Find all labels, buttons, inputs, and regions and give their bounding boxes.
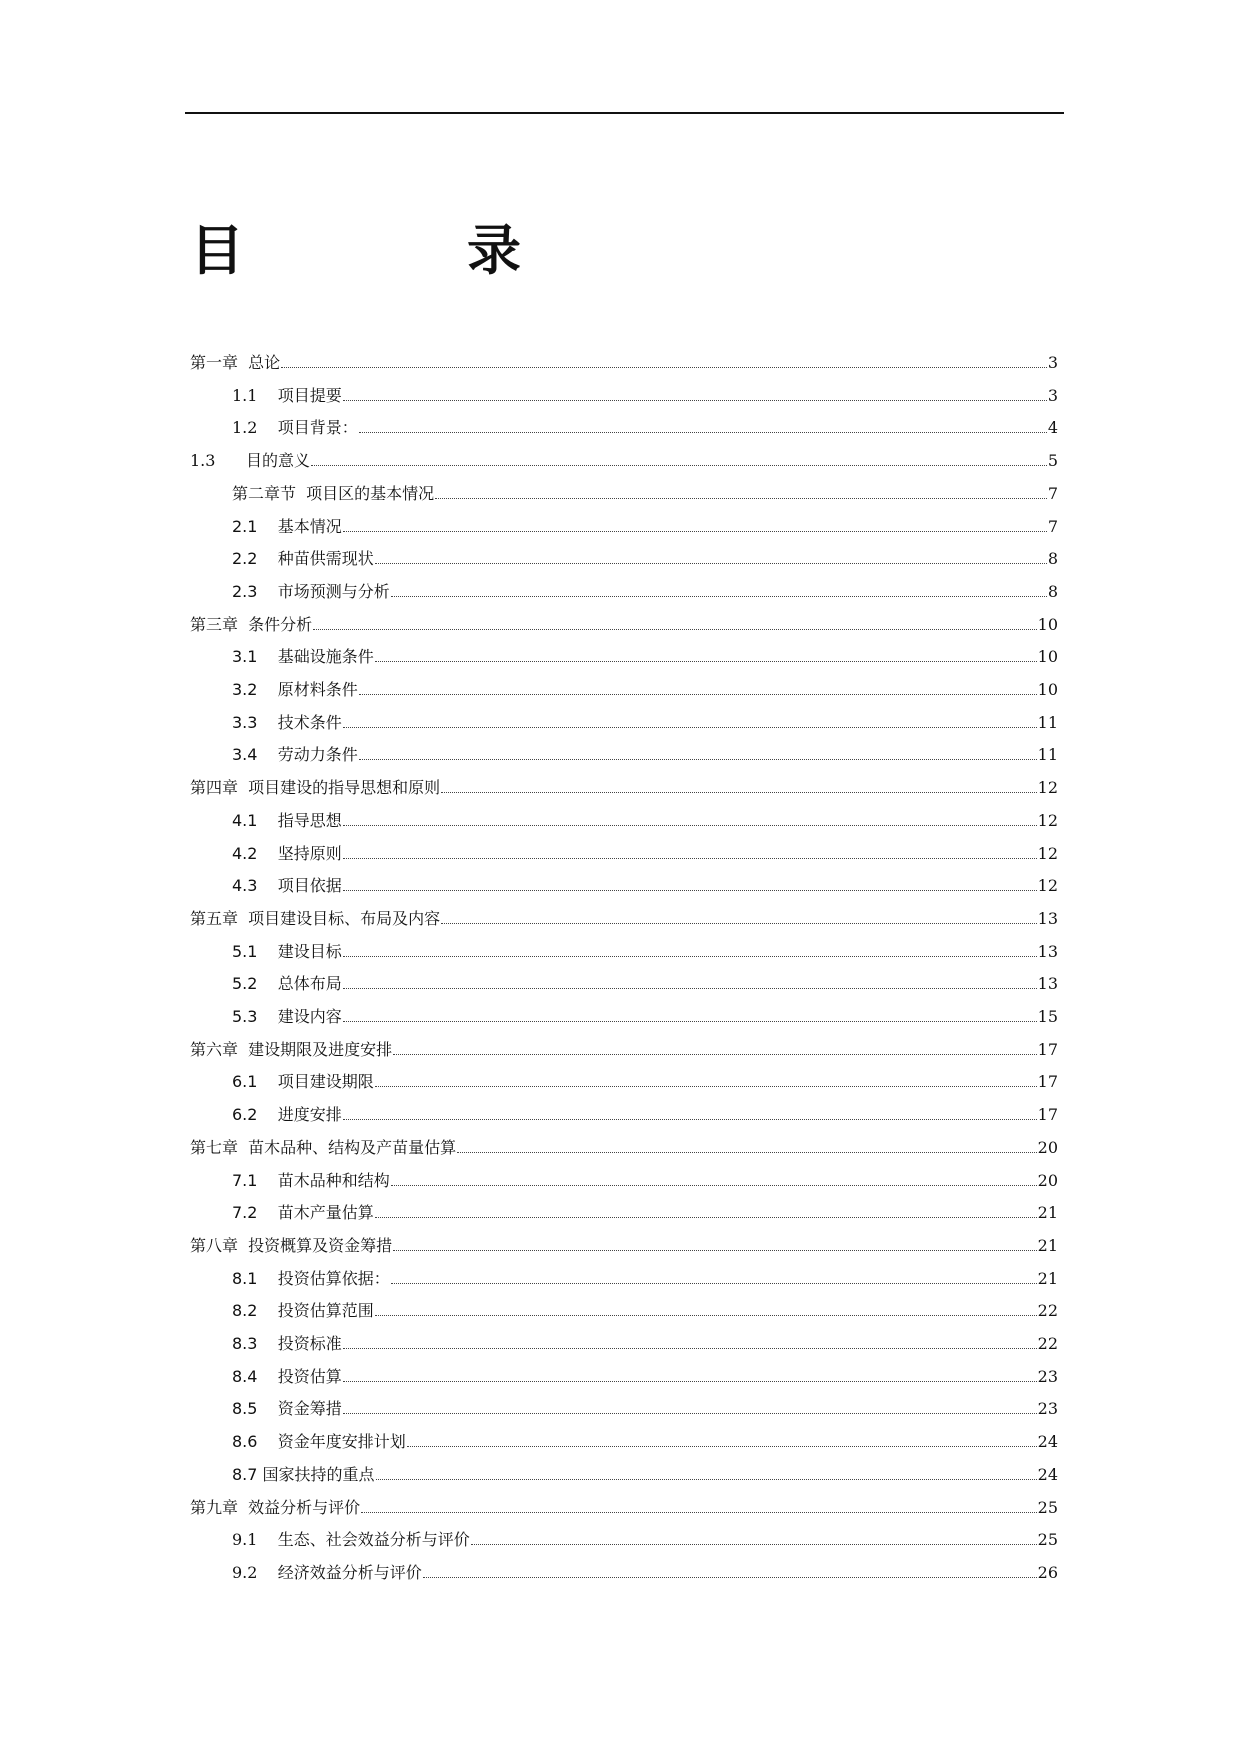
toc-section-entry[interactable] (232, 480, 1058, 504)
toc-entry-label: 8.1 投资估算依据： (232, 1268, 390, 1288)
toc-page-number: 12 (1037, 843, 1058, 863)
toc-dot-leader (343, 400, 1047, 401)
toc-section-entry[interactable] (232, 1003, 1058, 1027)
toc-page-number: 23 (1037, 1366, 1058, 1386)
toc-dot-leader (375, 1217, 1037, 1218)
toc-page-number: 11 (1037, 745, 1058, 765)
toc-page-number: 24 (1037, 1464, 1058, 1484)
toc-entry-label: 第八章 投资概算及资金筹措 (190, 1235, 393, 1255)
toc-page-number: 10 (1037, 680, 1058, 699)
toc-dot-leader (471, 1544, 1037, 1545)
toc-section-entry[interactable] (232, 382, 1058, 406)
toc-page-number: 21 (1037, 1235, 1058, 1255)
toc-page-number: 20 (1037, 1170, 1058, 1190)
toc-dot-leader (361, 1512, 1036, 1513)
toc-chapter-entry[interactable] (190, 447, 1058, 471)
toc-entry-label: 2.3 市场预测与分析 (232, 581, 390, 601)
toc-dot-leader (393, 1054, 1036, 1055)
toc-entry-label: 1.1 项目提要 (232, 385, 342, 405)
toc-dot-leader (343, 1021, 1037, 1022)
toc-entry-label: 4.1 指导思想 (232, 810, 342, 830)
toc-page-number: 7 (1047, 516, 1058, 536)
toc-dot-leader (441, 792, 1036, 793)
toc-chapter-entry[interactable] (190, 611, 1058, 635)
toc-section-entry[interactable] (232, 1199, 1058, 1223)
toc-section-entry[interactable] (232, 1461, 1058, 1485)
toc-section-entry[interactable] (232, 414, 1058, 438)
header-rule (185, 112, 1064, 114)
toc-section-entry[interactable] (232, 840, 1058, 864)
toc-page-number: 21 (1037, 1268, 1058, 1288)
toc-chapter-entry[interactable] (190, 1232, 1058, 1256)
toc-section-entry[interactable] (232, 807, 1058, 831)
toc-section-entry[interactable] (232, 970, 1058, 994)
toc-entry-label: 4.2 坚持原则 (232, 843, 342, 863)
toc-dot-leader (375, 1315, 1037, 1316)
toc-entry-label: 3.1 基础设施条件 (232, 647, 374, 667)
toc-entry-label: 第一章 总论 (190, 353, 281, 372)
toc-section-entry[interactable] (232, 643, 1058, 667)
toc-dot-leader (391, 596, 1047, 597)
toc-title (190, 216, 550, 286)
toc-page-number: 17 (1037, 1072, 1058, 1092)
toc-title-char-1: 目 (190, 219, 244, 282)
toc-chapter-entry[interactable] (190, 1036, 1058, 1060)
toc-entry-label: 8.3 投资标准 (232, 1334, 342, 1353)
toc-chapter-entry[interactable] (190, 905, 1058, 929)
toc-dot-leader (281, 367, 1047, 368)
toc-section-entry[interactable] (232, 1330, 1058, 1354)
toc-entry-label: 第五章 项目建设目标、布局及内容 (190, 908, 441, 928)
toc-entry-label: 8.2 投资估算范围 (232, 1301, 374, 1321)
toc-dot-leader (343, 956, 1037, 957)
toc-dot-leader (391, 1283, 1037, 1284)
toc-chapter-entry[interactable] (190, 1134, 1058, 1158)
toc-entry-label: 9.2 经济效益分析与评价 (232, 1562, 422, 1582)
toc-page-number: 8 (1047, 549, 1058, 569)
toc-page-number: 11 (1037, 712, 1058, 732)
toc-dot-leader (359, 432, 1047, 433)
toc-dot-leader (391, 1185, 1037, 1186)
toc-dot-leader (457, 1152, 1036, 1153)
toc-page-number: 26 (1037, 1562, 1058, 1582)
toc-entry-label: 第六章 建设期限及进度安排 (190, 1039, 393, 1059)
toc-dot-leader (343, 1381, 1037, 1382)
toc-dot-leader (311, 465, 1047, 466)
toc-entry-label: 第三章 条件分析 (190, 614, 313, 634)
toc-entry-label: 6.2 进度安排 (232, 1105, 342, 1125)
toc-page-number: 10 (1037, 647, 1058, 667)
toc-entry-label: 2.1 基本情况 (232, 516, 342, 536)
toc-section-entry[interactable] (232, 1068, 1058, 1092)
toc-section-entry[interactable] (232, 676, 1058, 700)
toc-entry-label: 7.2 苗木产量估算 (232, 1203, 374, 1223)
toc-dot-leader (343, 531, 1047, 532)
toc-dot-leader (343, 858, 1037, 859)
toc-page-number: 21 (1037, 1203, 1058, 1223)
toc-chapter-entry[interactable] (190, 774, 1058, 798)
toc-section-entry[interactable] (232, 1395, 1058, 1419)
toc-page-number: 17 (1037, 1039, 1058, 1059)
toc-section-entry[interactable] (232, 1363, 1058, 1387)
toc-page-number: 8 (1047, 581, 1058, 601)
toc-entry-label: 5.2 总体布局 (232, 974, 342, 994)
toc-dot-leader (313, 629, 1036, 630)
toc-section-entry[interactable] (232, 741, 1058, 765)
toc-page-number: 24 (1037, 1432, 1058, 1452)
toc-entry-label: 7.1 苗木品种和结构 (232, 1170, 390, 1190)
toc-entry-label: 1.2 项目背景： (232, 418, 358, 438)
toc-section-entry[interactable] (232, 872, 1058, 896)
toc-entry-label: 3.2 原材料条件 (232, 680, 358, 699)
toc-dot-leader (375, 661, 1037, 662)
toc-section-entry[interactable] (232, 709, 1058, 733)
toc-dot-leader (343, 1413, 1037, 1414)
toc-dot-leader (343, 825, 1037, 826)
toc-dot-leader (359, 694, 1037, 695)
toc-page-number: 25 (1037, 1530, 1058, 1550)
toc-section-entry[interactable] (232, 1428, 1058, 1452)
toc-page-number: 13 (1037, 908, 1058, 928)
toc-page-number: 20 (1037, 1137, 1058, 1157)
toc-page-number: 12 (1037, 810, 1058, 830)
toc-entry-label: 5.1 建设目标 (232, 941, 342, 961)
toc-dot-leader (407, 1446, 1037, 1447)
toc-title-char-2: 录 (467, 219, 521, 282)
toc-section-entry[interactable] (232, 545, 1058, 569)
toc-dot-leader (343, 1348, 1037, 1349)
toc-entry-label: 5.3 建设内容 (232, 1007, 342, 1026)
toc-dot-leader (423, 1577, 1037, 1578)
toc-page-number: 23 (1037, 1399, 1058, 1419)
toc-page-number: 13 (1037, 941, 1058, 961)
toc-section-entry[interactable] (232, 1297, 1058, 1321)
toc-dot-leader (343, 1119, 1037, 1120)
toc-entry-label: 第七章 苗木品种、结构及产苗量估算 (190, 1137, 457, 1157)
toc-chapter-entry[interactable] (190, 349, 1058, 373)
toc-page-number: 10 (1037, 614, 1058, 634)
toc-dot-leader (435, 498, 1047, 499)
toc-dot-leader (441, 923, 1036, 924)
toc-entry-label: 6.1 项目建设期限 (232, 1072, 374, 1092)
toc-entry-label: 3.4 劳动力条件 (232, 745, 358, 765)
toc-page-number: 22 (1037, 1301, 1058, 1321)
toc-dot-leader (343, 890, 1037, 891)
toc-entry-label: 8.7 国家扶持的重点 (232, 1464, 375, 1484)
toc-entry-label: 9.1 生态、社会效益分析与评价 (232, 1530, 470, 1550)
toc-dot-leader (375, 1086, 1037, 1087)
toc-entry-label: 8.6 资金年度安排计划 (232, 1432, 406, 1452)
toc-page-number: 25 (1037, 1497, 1058, 1517)
toc-page-number: 12 (1037, 876, 1058, 896)
toc-entry-label: 4.3 项目依据 (232, 876, 342, 896)
toc-section-entry[interactable] (232, 1101, 1058, 1125)
toc-dot-leader (359, 759, 1037, 760)
toc-section-entry[interactable] (232, 1526, 1058, 1550)
toc-dot-leader (343, 727, 1037, 728)
toc-section-entry[interactable] (232, 513, 1058, 537)
toc-entry-label: 3.3 技术条件 (232, 712, 342, 732)
toc-section-entry[interactable] (232, 1265, 1058, 1289)
toc-section-entry[interactable] (232, 1559, 1058, 1583)
toc-page-number: 13 (1037, 974, 1058, 994)
toc-page-number: 3 (1047, 353, 1058, 372)
toc-entry-label: 8.4 投资估算 (232, 1366, 342, 1386)
toc-section-entry[interactable] (232, 938, 1058, 962)
toc-entry-label: 1.3 目的意义 (190, 451, 310, 471)
toc-page-number: 4 (1047, 418, 1058, 438)
toc-section-entry[interactable] (232, 578, 1058, 602)
toc-page-number: 3 (1047, 385, 1058, 405)
toc-entry-label: 8.5 资金筹措 (232, 1399, 342, 1419)
toc-dot-leader (393, 1250, 1036, 1251)
toc-page-number: 7 (1047, 483, 1058, 503)
toc-entry-label: 第二章节 项目区的基本情况 (232, 483, 435, 503)
toc-chapter-entry[interactable] (190, 1494, 1058, 1518)
toc-entry-label: 第四章 项目建设的指导思想和原则 (190, 778, 441, 798)
toc-entry-label: 2.2 种苗供需现状 (232, 549, 374, 569)
toc-dot-leader (343, 988, 1037, 989)
toc-page-number: 5 (1047, 451, 1058, 471)
toc-page-number: 17 (1037, 1105, 1058, 1125)
toc-dot-leader (375, 563, 1047, 564)
toc-entry-label: 第九章 效益分析与评价 (190, 1497, 361, 1517)
toc-page-number: 22 (1037, 1334, 1058, 1353)
toc-dot-leader (376, 1479, 1037, 1480)
toc-section-entry[interactable] (232, 1167, 1058, 1191)
toc-page-number: 12 (1037, 778, 1058, 798)
toc-page-number: 15 (1037, 1007, 1058, 1026)
